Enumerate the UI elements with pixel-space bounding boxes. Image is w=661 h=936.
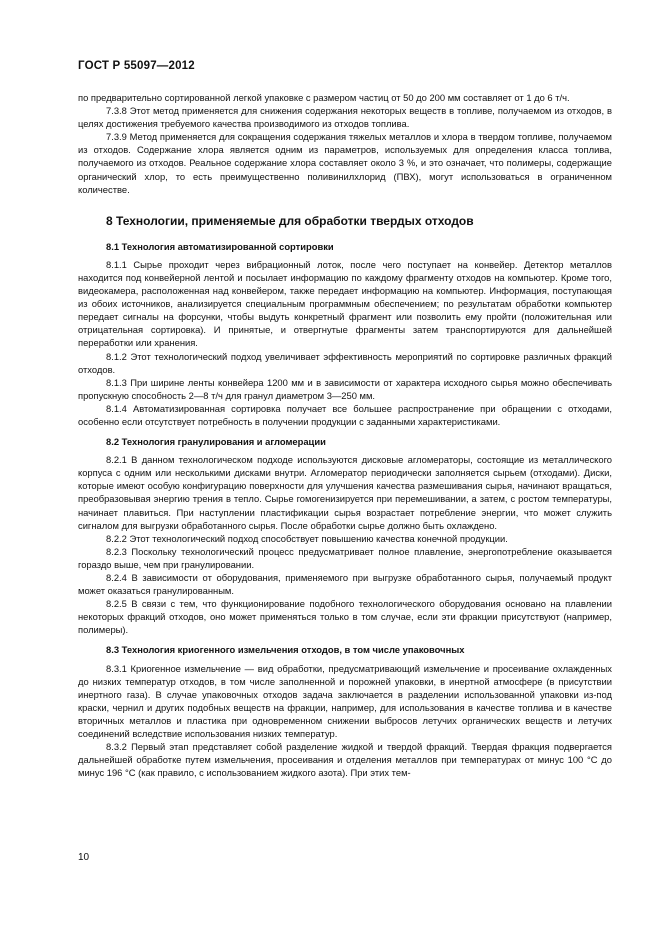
paragraph-7-3-8: 7.3.8 Этот метод применяется для снижения содержания некоторых веществ в топливе, получаемом из отходов, в целях достижения требуемого качества производимого из отходов топлива. bbox=[78, 105, 612, 130]
subsection-heading-8-3: 8.3 Технология криогенного измельчения отходов, в том числе упаковочных bbox=[106, 644, 465, 656]
paragraph-8-2-3: 8.2.3 Поскольку технологический процесс предусматривает полное плавление, энергопотребление оказывается гораздо выше, чем при гранулировании. bbox=[78, 545, 612, 570]
paragraph-8-2-4: 8.2.4 В зависимости от оборудования, применяемого при выгрузке обработанного сырья, получаемый продукт может оказаться гранулированным. bbox=[78, 572, 612, 597]
subsection-heading-8-2: 8.2 Технология гранулирования и агломерации bbox=[106, 436, 326, 448]
paragraph-8-1-2: 8.1.2 Этот технологический подход увеличивает эффективность мероприятий по сортировке различных фракций отходов. bbox=[78, 350, 612, 375]
paragraph-8-2-1: 8.2.1 В данном технологическом подходе используются дисковые агломераторы, состоящие из металлического корпуса с одним или несколькими дисками внутри. Агломератор периодически заполняется сырьем (отходами). Диски, которые имеют особую конфигурацию поверхности для улучшения качества размешивания сырья, начинают вращаться, преобразовывая энергию трения в тепло. Сырье гомогенизируется при перемешивании, а затем, с ростом температуры, начинает плавиться. При наступлении пластификации сырья возрастает потребление энергии, что может служить сигналом для выгрузки обработанного сырья. После обработки сырье должно быть охлаждено. bbox=[78, 454, 612, 531]
paragraph-8-3-1: 8.3.1 Криогенное измельчение — вид обработки, предусматривающий измельчение и просеивание охлажденных до низких температур отходов, в том числе заполненной и порожней упаковки, в инертной атмосфере (в присутствии инертного газа). В случае упаковочных отходов задача заключается в разделении использованной упаковки из-под краски, чернил и других подобных веществ на фракции, например, для использования в качестве топлива и в качестве вторичных металлов и пластика при одновременном снижении выбросов летучих органических веществ и летучих соединений вследствие использования низких температур. bbox=[78, 662, 612, 740]
paragraph-continuation: по предварительно сортированной легкой упаковке с размером частиц от 50 до 200 мм составляет от 1 до 6 т/ч. bbox=[78, 92, 570, 103]
paragraph-8-3-2: 8.3.2 Первый этап представляет собой разделение жидкой и твердой фракций. Твердая фракция подвергается дальнейшей обработке путем измельчения, просеивания и отделения металлов при температурах от минус 100 °С до минус 196 °С (как правило, с использованием жидкого азота). При этих тем- bbox=[78, 741, 612, 779]
paragraph-8-2-5: 8.2.5 В связи с тем, что функционирование подобного технологического оборудования основано на плавлении некоторых фракций отходов, оно может применяться только в том случае, если эти фракции присутствуют (например, полимеры). bbox=[78, 598, 612, 636]
paragraph-8-1-3: 8.1.3 При ширине ленты конвейера 1200 мм и в зависимости от характера исходного сырья можно обеспечивать пропускную способность 2—8 т/ч для гранул диаметром 3—250 мм. bbox=[78, 376, 612, 401]
document-header: ГОСТ Р 55097—2012 bbox=[78, 60, 195, 72]
paragraph-8-1-1: 8.1.1 Сырье проходит через вибрационный лоток, после чего поступает на конвейер. Детектор металлов находится под конвейерной лентой и посылает информацию по каждому фрагменту отходов на компьютер. Кроме того, видеокамера, расположенная над конвейером, также передает информацию на компьютер. Информация, поступающая из обоих источников, анализируется специальным программным обеспечением; по результатам обработки компьютер передает сигналы на форсунки, чтобы выдуть конкретный фрагмент или позволить ему пройти (положительная или отрицательная сортировка). И принятые, и отвергнутые фрагменты затем транспортируются для дальнейшей переработки или хранения. bbox=[78, 258, 612, 349]
page-number: 10 bbox=[78, 852, 90, 863]
paragraph-8-1-4: 8.1.4 Автоматизированная сортировка получает все большее распространение при обращении с отходами, особенно если отсутствует потребность в получении продукции с заданными характеристиками. bbox=[78, 402, 612, 427]
subsection-heading-8-1: 8.1 Технология автоматизированной сортировки bbox=[106, 240, 334, 252]
page-body bbox=[78, 91, 612, 779]
section-heading-8: 8 Технологии, применяемые для обработки твердых отходов bbox=[106, 213, 474, 228]
paragraph-7-3-9: 7.3.9 Метод применяется для сокращения содержания тяжелых металлов и хлора в твердом топливе, получаемом из отходов. Содержание хлора является одним из параметров, используемых для определения класса топлива, получаемого из отходов. Реальное содержание хлора составляет около 3 %, и это означает, что полимеры, содержащие органический хлор, то есть преимущественно поливинилхлорид (ПВХ), могут использоваться в ограниченном количестве. bbox=[78, 131, 612, 195]
paragraph-8-2-2: 8.2.2 Этот технологический подход способствует повышению качества конечной продукции. bbox=[106, 532, 508, 544]
